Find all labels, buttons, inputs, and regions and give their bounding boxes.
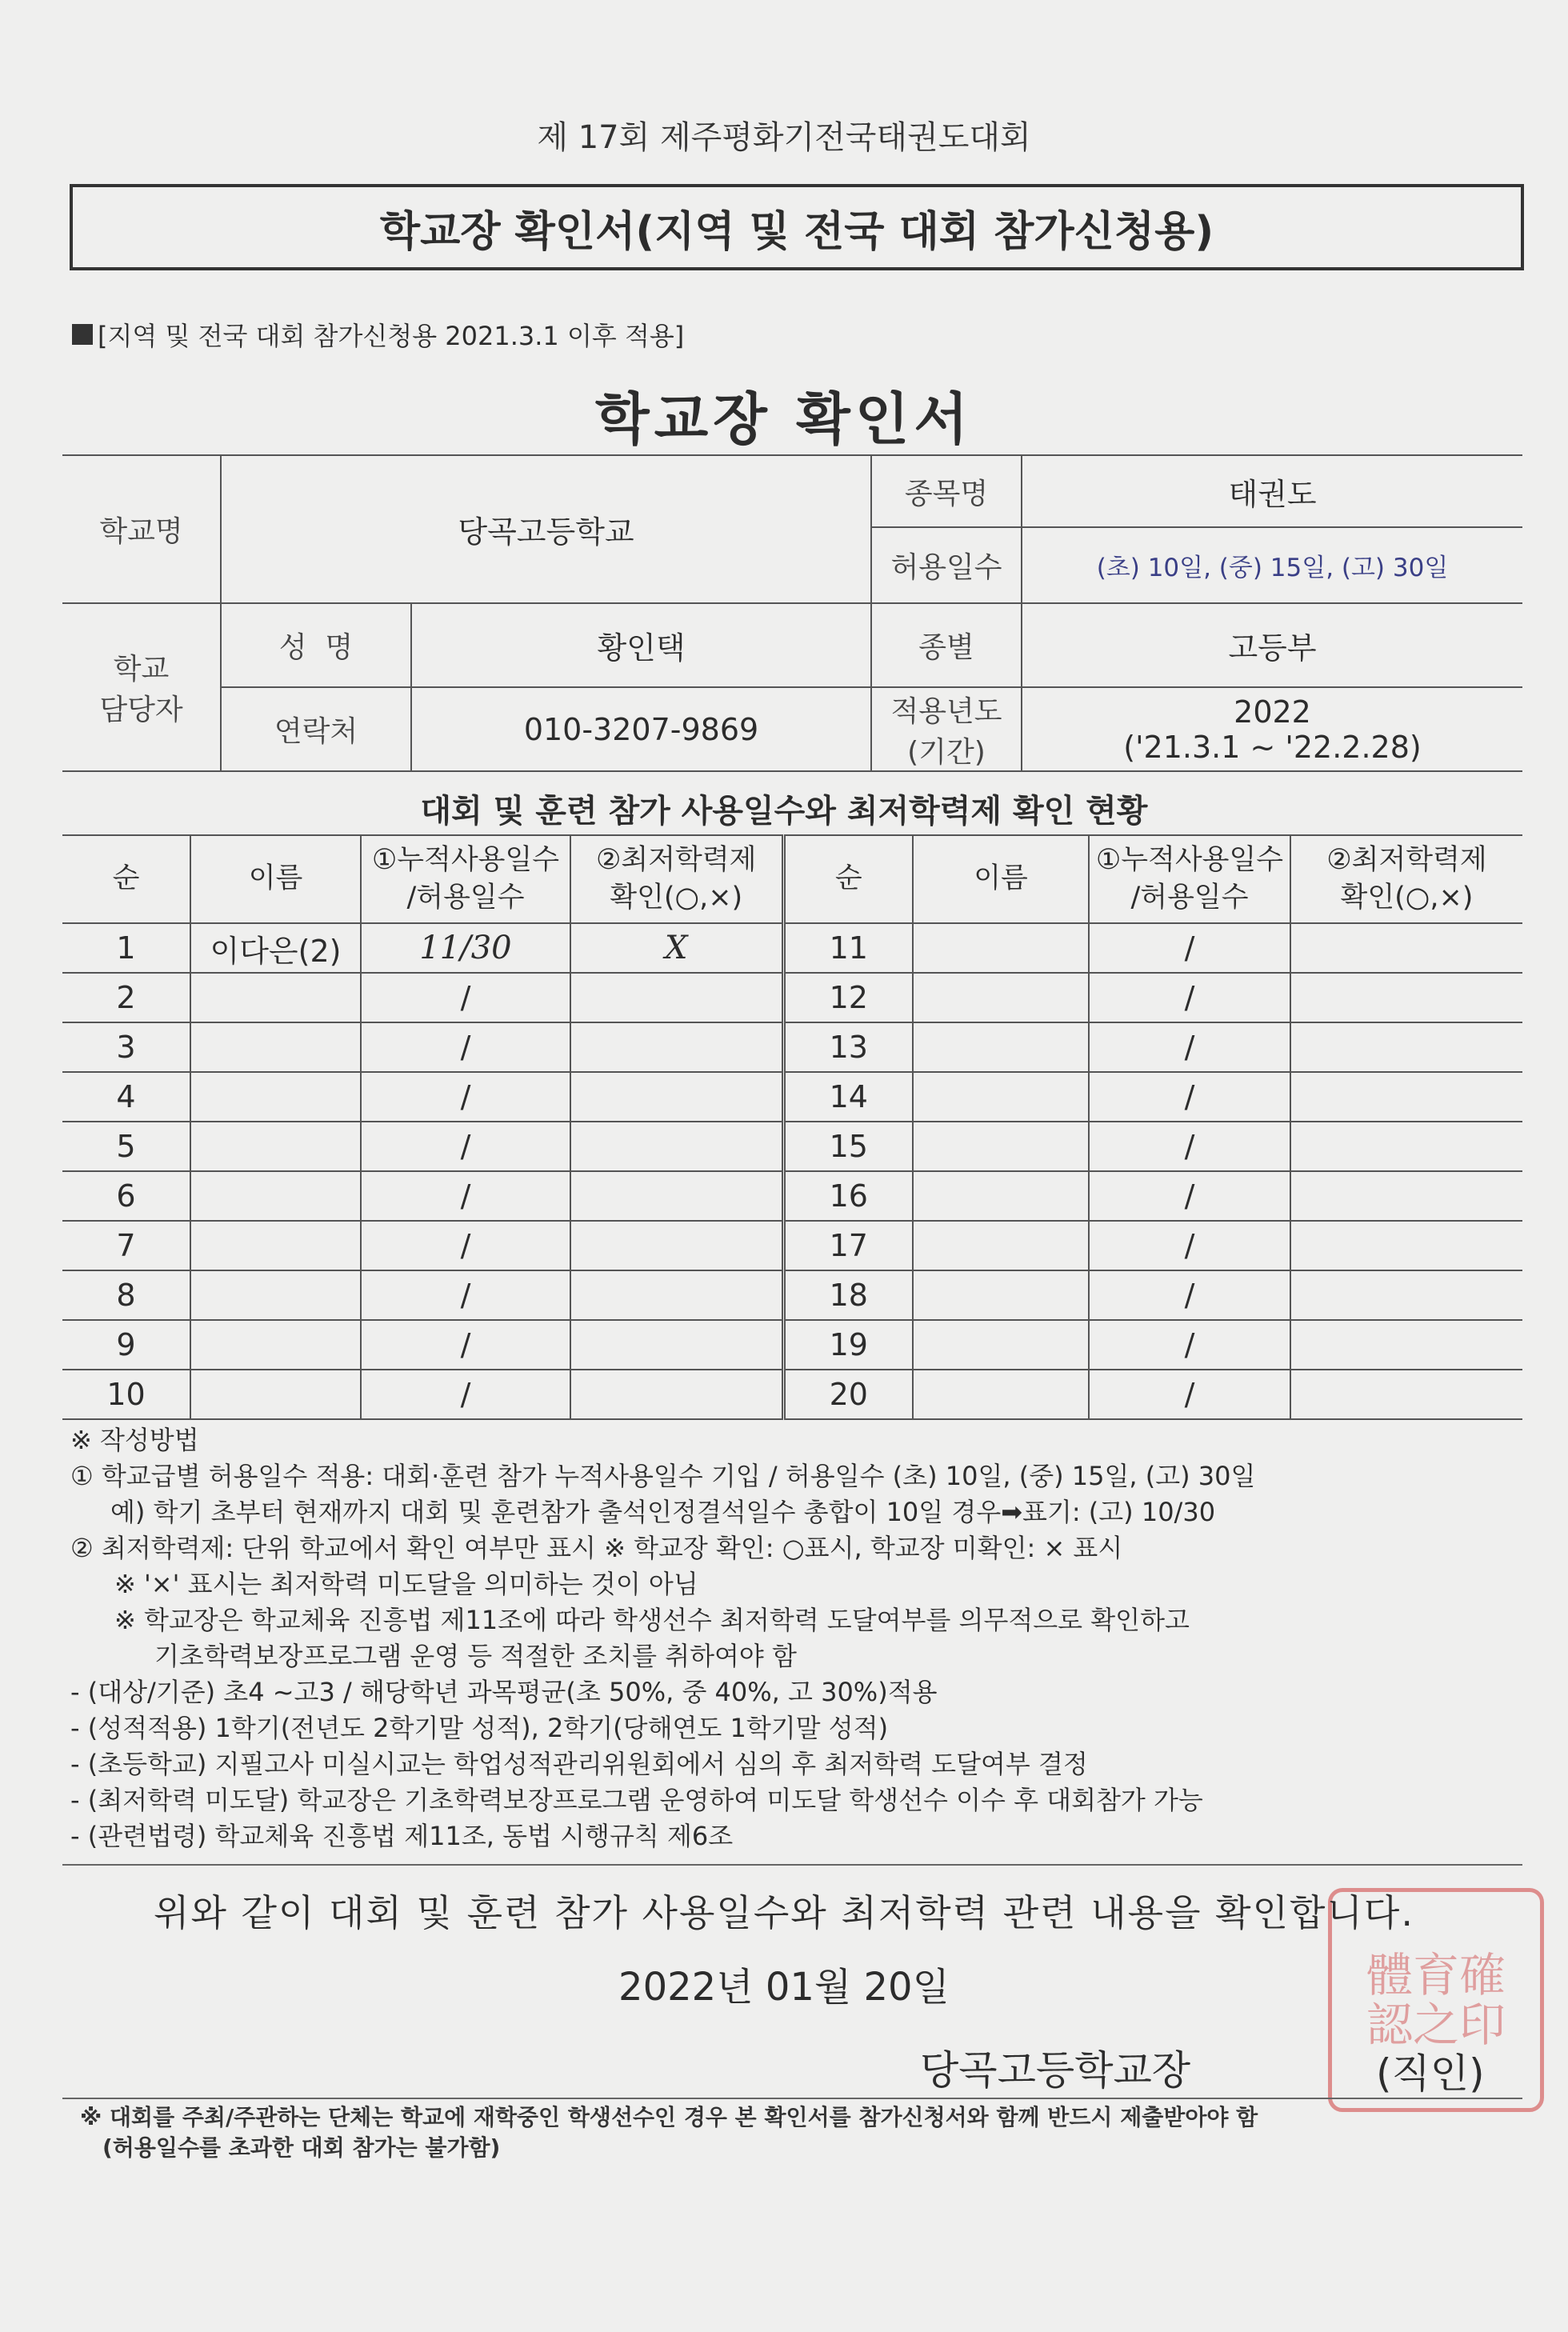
manager-label-line1: 학교	[113, 653, 170, 686]
confirmation-statement: 위와 같이 대회 및 훈련 참가 사용일수와 최저학력 관련 내용을 확인합니다.	[154, 1891, 1414, 1934]
instruction-line: - (성적적용) 1학기(전년도 2학기말 성적), 2학기(당해연도 1학기말 성적)	[70, 1713, 889, 1743]
row-number: 10	[62, 1370, 190, 1419]
student-name-cell	[913, 1122, 1089, 1171]
min-grade-check-cell	[1290, 1320, 1522, 1370]
instruction-line: ① 학교급별 허용일수 적용: 대회·훈련 참가 누적사용일수 기입 / 허용일수 (초) 10일, (중) 15일, (고) 30일	[70, 1461, 1256, 1491]
table-row	[62, 1320, 1522, 1370]
days-used-cell: /	[361, 1022, 570, 1072]
student-name-cell	[190, 1072, 361, 1122]
min-grade-check-cell	[570, 1072, 783, 1122]
header-days-line2: /허용일수	[1130, 882, 1249, 914]
days-used-cell: /	[1089, 1270, 1290, 1320]
footer-note	[80, 2102, 1520, 2163]
contact-label: 연락처	[221, 687, 411, 771]
header-name-left: 이름	[190, 835, 361, 923]
row-number: 5	[62, 1122, 190, 1171]
divider	[62, 2098, 1522, 2099]
contact-value: 010-3207-9869	[411, 687, 871, 771]
min-grade-check-cell	[1290, 973, 1522, 1022]
header-days-line1: ①누적사용일수	[1095, 843, 1284, 876]
table-row	[62, 1022, 1522, 1072]
min-grade-check-cell	[570, 1022, 783, 1072]
student-name-cell	[913, 1171, 1089, 1221]
document-title: 학교장 확인서	[594, 386, 974, 452]
days-used-cell: /	[1089, 1072, 1290, 1122]
header-min-left	[570, 835, 783, 923]
instruction-line: 예) 학기 초부터 현재까지 대회 및 훈련참가 출석인정결석일수 총합이 10일 경우➡표기: (고) 10/30	[110, 1497, 1216, 1527]
min-grade-check-cell	[570, 1270, 783, 1320]
student-name-cell	[913, 1270, 1089, 1320]
manager-label-line2: 담당자	[99, 694, 183, 726]
allowed-days-label: 허용일수	[871, 527, 1022, 603]
student-name-cell	[190, 1320, 361, 1370]
row-number: 6	[62, 1171, 190, 1221]
year-value-line2: ('21.3.1 ~ '22.2.28)	[1123, 729, 1422, 765]
header-days-line1: ①누적사용일수	[371, 843, 560, 876]
divider	[62, 1864, 1522, 1866]
table-row	[62, 1370, 1522, 1419]
status-title: 대회 및 훈련 참가 사용일수와 최저학력제 확인 현황	[420, 793, 1148, 830]
row-number: 2	[62, 973, 190, 1022]
min-grade-check-cell	[1290, 1022, 1522, 1072]
table-row	[62, 923, 1522, 973]
row-number: 16	[783, 1171, 913, 1221]
min-grade-check-cell	[1290, 1072, 1522, 1122]
manager-label	[62, 603, 221, 771]
days-used-cell: 11/30	[361, 923, 570, 973]
min-grade-check-cell	[1290, 1221, 1522, 1270]
year-label	[871, 687, 1022, 771]
year-value-line1: 2022	[1234, 694, 1311, 730]
min-grade-check-cell	[570, 1171, 783, 1221]
division-label: 종별	[871, 603, 1022, 687]
main-title	[70, 184, 1524, 270]
division-value: 고등부	[1022, 603, 1522, 687]
min-grade-check-cell	[1290, 1122, 1522, 1171]
instruction-line: - (관련법령) 학교체육 진흥법 제11조, 동법 시행규칙 제6조	[70, 1821, 734, 1851]
student-name-cell	[913, 1221, 1089, 1270]
min-grade-check-cell	[1290, 923, 1522, 973]
row-number: 17	[783, 1221, 913, 1270]
table-row	[62, 1171, 1522, 1221]
instruction-line: 기초학력보장프로그램 운영 등 적절한 조치를 취하여야 함	[154, 1641, 797, 1671]
student-name-cell	[913, 1320, 1089, 1370]
header-min-line2: 확인(○,×)	[1340, 882, 1474, 914]
min-grade-check-cell	[570, 973, 783, 1022]
instruction-line: - (최저학력 미도달) 학교장은 기초학력보장프로그램 운영하여 미도달 학생선수 이수 후 대회참가 가능	[70, 1785, 1203, 1815]
info-table	[62, 454, 1522, 772]
days-used-cell: /	[1089, 1022, 1290, 1072]
header-days-right	[1089, 835, 1290, 923]
name-value: 황인택	[411, 603, 871, 687]
instruction-line: - (대상/기준) 초4 ~고3 / 해당학년 과목평균(초 50%, 중 40%, 고 30%)적용	[70, 1677, 938, 1707]
days-used-cell: /	[1089, 1122, 1290, 1171]
row-number: 12	[783, 973, 913, 1022]
student-name-cell	[913, 1072, 1089, 1122]
row-number: 3	[62, 1022, 190, 1072]
student-name-cell	[190, 973, 361, 1022]
min-grade-check-cell	[1290, 1370, 1522, 1419]
instruction-line: - (초등학교) 지필고사 미실시교는 학업성적관리위원회에서 심의 후 최저학력 도달여부 결정	[70, 1749, 1088, 1779]
table-row	[62, 1270, 1522, 1320]
table-row	[62, 1221, 1522, 1270]
row-number: 15	[783, 1122, 913, 1171]
days-used-cell: /	[361, 973, 570, 1022]
days-used-cell: /	[361, 1270, 570, 1320]
instruction-line: ※ 학교장은 학교체육 진흥법 제11조에 따라 학생선수 최저학력 도달여부를 의무적으로 확인하고	[114, 1605, 1190, 1635]
official-seal-stamp: 體 育 確 認 之 印	[1328, 1888, 1544, 2112]
min-grade-check-cell	[570, 1221, 783, 1270]
student-name-cell	[913, 1370, 1089, 1419]
apply-note-text: [지역 및 전국 대회 참가신청용 2021.3.1 이후 적용]	[98, 321, 685, 351]
row-number: 9	[62, 1320, 190, 1370]
header-min-line1: ②최저학력제	[1326, 843, 1487, 876]
min-grade-check-cell	[1290, 1270, 1522, 1320]
row-number: 11	[783, 923, 913, 973]
table-row	[62, 973, 1522, 1022]
footer-note-line: (허용일수를 초과한 대회 참가는 불가함)	[102, 2134, 501, 2161]
days-used-cell: /	[1089, 1320, 1290, 1370]
days-used-cell: /	[361, 1370, 570, 1419]
student-name-cell: 이다은(2)	[190, 923, 361, 973]
row-number: 4	[62, 1072, 190, 1122]
days-used-cell: /	[361, 1122, 570, 1171]
min-grade-check-cell	[570, 1370, 783, 1419]
table-row	[62, 1122, 1522, 1171]
student-name-cell	[913, 923, 1089, 973]
principal-name: 당곡고등학교장	[920, 2047, 1191, 2094]
issue-date: 2022년 01월 20일	[618, 1965, 950, 2010]
header-days-left	[361, 835, 570, 923]
header-min-line2: 확인(○,×)	[610, 882, 743, 914]
header-no-right: 순	[783, 835, 913, 923]
name-label: 성 명	[221, 603, 411, 687]
year-value	[1022, 687, 1522, 771]
row-number: 1	[62, 923, 190, 973]
footer-note-line: ※ 대회를 주최/주관하는 단체는 학교에 재학중인 학생선수인 경우 본 확인서를 참가신청서와 함께 반드시 제출받아야 함	[80, 2104, 1258, 2130]
year-label-line2: (기간)	[907, 735, 986, 769]
student-name-cell	[190, 1171, 361, 1221]
apply-note	[72, 316, 684, 353]
main-title-text: 학교장 확인서(지역 및 전국 대회 참가신청용)	[379, 207, 1214, 256]
allowed-days-value: (초) 10일, (중) 15일, (고) 30일	[1022, 527, 1522, 603]
header-name-right: 이름	[913, 835, 1089, 923]
square-bullet-icon	[72, 324, 93, 345]
row-number: 20	[783, 1370, 913, 1419]
student-name-cell	[190, 1221, 361, 1270]
header-min-line1: ②최저학력제	[596, 843, 757, 876]
row-number: 14	[783, 1072, 913, 1122]
student-name-cell	[913, 1022, 1089, 1072]
sport-label: 종목명	[871, 455, 1022, 527]
row-number: 8	[62, 1270, 190, 1320]
student-name-cell	[190, 1022, 361, 1072]
row-number: 19	[783, 1320, 913, 1370]
instructions	[70, 1422, 1534, 1854]
days-used-cell: /	[361, 1072, 570, 1122]
row-number: 7	[62, 1221, 190, 1270]
days-used-cell: /	[361, 1320, 570, 1370]
student-name-cell	[190, 1270, 361, 1320]
roster-header-row	[62, 835, 1522, 923]
days-used-cell: /	[1089, 1370, 1290, 1419]
roster-table	[62, 834, 1522, 1420]
instruction-heading: ※ 작성방법	[70, 1425, 199, 1455]
days-used-cell: /	[361, 1171, 570, 1221]
student-name-cell	[190, 1122, 361, 1171]
row-number: 18	[783, 1270, 913, 1320]
student-name-cell	[190, 1370, 361, 1419]
min-grade-check-cell	[570, 1122, 783, 1171]
days-used-cell: /	[1089, 1221, 1290, 1270]
year-label-line1: 적용년도	[890, 694, 1002, 728]
min-grade-check-cell	[570, 1320, 783, 1370]
days-used-cell: /	[1089, 973, 1290, 1022]
days-used-cell: /	[361, 1221, 570, 1270]
school-label: 학교명	[62, 455, 221, 603]
header-days-line2: /허용일수	[406, 882, 525, 914]
days-used-cell: /	[1089, 1171, 1290, 1221]
header-min-right	[1290, 835, 1522, 923]
sport-value: 태권도	[1022, 455, 1522, 527]
instruction-line: ② 최저학력제: 단위 학교에서 확인 여부만 표시 ※ 학교장 확인: ○표시, 학교장 미확인: × 표시	[70, 1533, 1123, 1563]
student-name-cell	[913, 973, 1089, 1022]
min-grade-check-cell: X	[570, 923, 783, 973]
table-row	[62, 1072, 1522, 1122]
event-title: 제 17회 제주평화기전국태권도대회	[537, 119, 1031, 156]
instruction-line: ※ '×' 표시는 최저학력 미도달을 의미하는 것이 아님	[114, 1569, 698, 1599]
row-number: 13	[783, 1022, 913, 1072]
seal-mark: (직인)	[1376, 2050, 1485, 2097]
days-used-cell: /	[1089, 923, 1290, 973]
min-grade-check-cell	[1290, 1171, 1522, 1221]
school-value: 당곡고등학교	[221, 455, 871, 603]
header-no-left: 순	[62, 835, 190, 923]
